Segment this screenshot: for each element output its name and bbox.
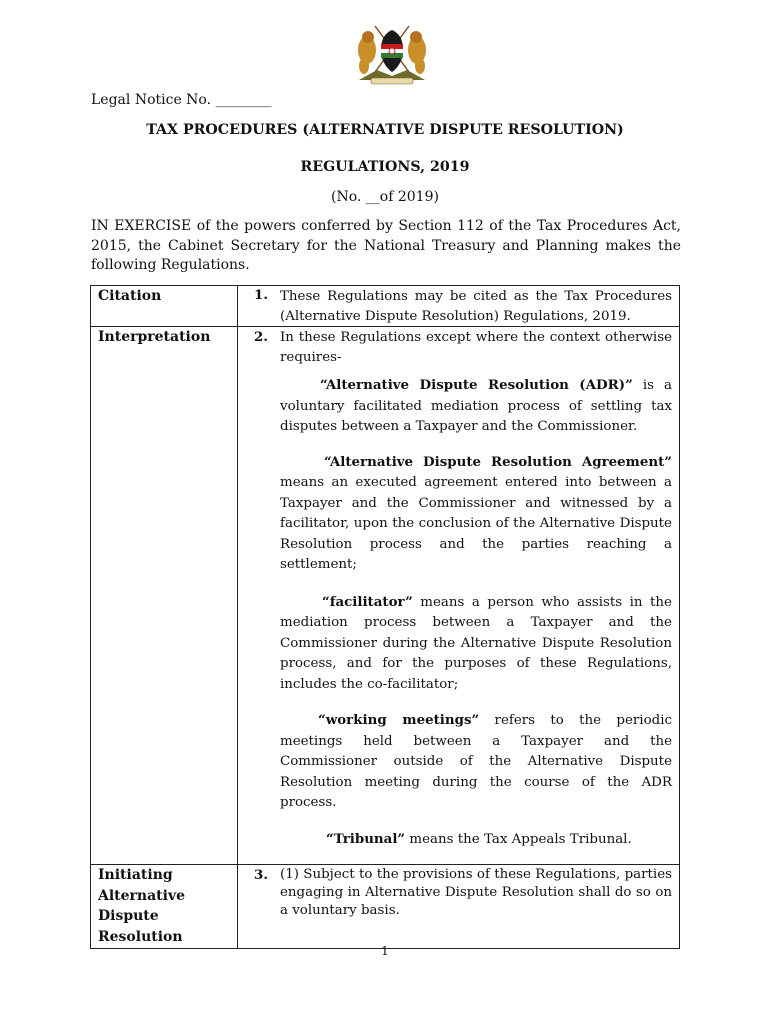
definition-term: “Tribunal” bbox=[326, 830, 406, 847]
coat-of-arms-emblem bbox=[353, 20, 431, 86]
section-text: These Regulations may be cited as the Tax Procedures (Alternative Dispute Resolution) Regulations, 2019. bbox=[280, 289, 672, 324]
section-label: Interpretation bbox=[91, 327, 238, 865]
document-title: TAX PROCEDURES (ALTERNATIVE DISPUTE RESOLUTION) bbox=[146, 122, 624, 138]
regulations-table bbox=[90, 285, 680, 949]
definition-term: “working meetings” bbox=[318, 712, 480, 728]
enacting-clause: IN EXERCISE of the powers conferred by Section 112 of the Tax Procedures Act, 2015, the Cabinet Secretary for the National Treasury and Planning makes the following Regulations. bbox=[91, 218, 681, 273]
section-body bbox=[238, 865, 680, 949]
definition bbox=[238, 592, 672, 696]
section-body bbox=[238, 286, 680, 327]
regulation-number: (No. __of 2019) bbox=[331, 189, 439, 205]
section-text: In these Regulations except where the context otherwise requires- bbox=[280, 330, 672, 365]
section-item bbox=[238, 286, 672, 326]
definition bbox=[238, 452, 672, 576]
definition-text: is a voluntary facilitated mediation process of settling tax disputes between a Taxpayer and the Commissioner. bbox=[280, 378, 672, 434]
section-row bbox=[91, 327, 680, 865]
document-title-line2: REGULATIONS, 2019 bbox=[300, 159, 470, 175]
section-number: 2. bbox=[254, 329, 268, 345]
definition-text: means an executed agreement entered into between a Taxpayer and the Commissioner and witnessed by a facilitator, upon the conclusion of the Alternative Dispute Resolution process and the parties reaching a settlement; bbox=[280, 475, 672, 572]
section-label: Initiating Alternative Dispute Resolution bbox=[91, 865, 238, 949]
definition-term: “Alternative Dispute Resolution (ADR)” bbox=[320, 377, 633, 393]
page-number: 1 bbox=[381, 944, 389, 958]
definition-text: means the Tax Appeals Tribunal. bbox=[405, 831, 632, 847]
definition-term: “Alternative Dispute Resolution Agreement” bbox=[324, 453, 672, 470]
definition-term: “facilitator” bbox=[322, 593, 413, 610]
section-number: 1. bbox=[254, 287, 268, 303]
definition-text: refers to the periodic meetings held between a Taxpayer and the Commissioner outside of the Alternative Dispute Resolution meeting during the course of the ADR process. bbox=[280, 713, 672, 810]
section-row bbox=[91, 286, 680, 327]
definition bbox=[238, 710, 672, 814]
section-number: 3. bbox=[254, 867, 268, 883]
section-row bbox=[91, 865, 680, 949]
definition-text: means a person who assists in the mediation process between a Taxpayer and the Commissioner during the Alternative Dispute Resolution process, and for the purposes of these Regulations, includes the co-facilitator; bbox=[280, 594, 672, 692]
definition bbox=[238, 375, 672, 438]
section-item bbox=[238, 328, 672, 367]
section-body bbox=[238, 327, 680, 865]
legal-notice-number: Legal Notice No. ________ bbox=[91, 92, 272, 108]
definition bbox=[238, 829, 672, 865]
section-label: Citation bbox=[91, 286, 238, 327]
section-item bbox=[238, 866, 672, 920]
section-text: (1) Subject to the provisions of these Regulations, parties engaging in Alternative Dispute Resolution shall do so on a voluntary basis. bbox=[280, 867, 672, 918]
